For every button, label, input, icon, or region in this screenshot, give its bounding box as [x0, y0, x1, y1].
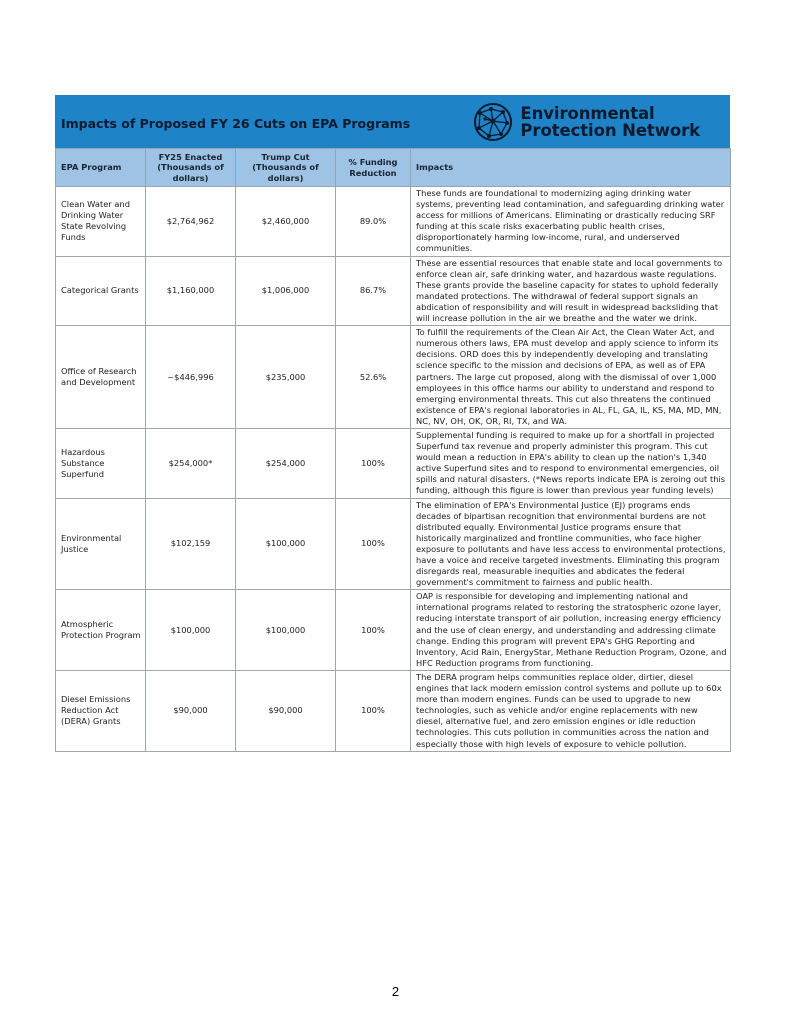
- fy25-value: $100,000: [146, 590, 236, 671]
- pct-value: 100%: [336, 428, 411, 498]
- document: [55, 95, 730, 752]
- pct-value: 100%: [336, 498, 411, 590]
- pct-value: 100%: [336, 590, 411, 671]
- impact-text: Supplemental funding is required to make up for a shortfall in projected Superfund tax revenue and properly administer this program. This cut would mean a reduction in EPA's ability to clean up the nation's 1,340 active Superfund sites and to respond to environmental emergencies, oil spills and natural disasters. (*News reports indicate EPA is zeroing out this funding, although this figure is lower than previous year funding levels): [411, 428, 731, 498]
- program-name: Office of Research and Development: [56, 326, 146, 429]
- fy25-value: $1,160,000: [146, 256, 236, 326]
- cut-value: $235,000: [236, 326, 336, 429]
- table-row: [56, 498, 731, 590]
- impact-text: These are essential resources that enable state and local governments to enforce clean air, safe drinking water, and hazardous waste regulations. These grants provide the baseline capacity for states to uphold federally mandated protections. The withdrawal of federal support signals an abdication of responsibility and will result in widespread backsliding that will increase pollution in the air we breathe and the water we drink.: [411, 256, 731, 326]
- program-name: Atmospheric Protection Program: [56, 590, 146, 671]
- epn-logo: [472, 101, 700, 143]
- cut-value: $1,006,000: [236, 256, 336, 326]
- table-row: [56, 326, 731, 429]
- table-row: [56, 428, 731, 498]
- pct-value: 52.6%: [336, 326, 411, 429]
- header-cut: Trump Cut (Thousands of dollars): [236, 149, 336, 187]
- cut-value: $100,000: [236, 590, 336, 671]
- header-fy25: FY25 Enacted (Thousands of dollars): [146, 149, 236, 187]
- impact-text: These funds are foundational to modernizing aging drinking water systems, preventing lead contamination, and safeguarding drinking water access for millions of Americans. Eliminating or drastically reducing SRF funding at this scale risks exacerbating public health crises, disproportionately harming low-income, rural, and underserved communities.: [411, 187, 731, 257]
- title-banner: [55, 95, 730, 148]
- program-name: Diesel Emissions Reduction Act (DERA) Grants: [56, 670, 146, 751]
- table-row: [56, 670, 731, 751]
- impact-text: The elimination of EPA's Environmental Justice (EJ) programs ends decades of bipartisan recognition that environmental burdens are not distributed equally. Environmental Justice programs ensure that historically marginalized and frontline communities, who face higher exposure to pollutants and have less access to environmental protections, have a voice and receive targeted investments. Eliminating this program disregards real, measurable inequities and abdicates the federal government's commitment to fairness and public health.: [411, 498, 731, 590]
- impact-text: OAP is responsible for developing and implementing national and international programs related to restoring the stratospheric ozone layer, reducing interstate transport of air pollution, increasing energy efficiency and the use of clean energy, and understanding and addressing climate change. Ending this program will prevent EPA's GHG Reporting and Inventory, Acid Rain, EnergyStar, Methane Reduction Program, Ozone, and HFC Reduction programs from functioning.: [411, 590, 731, 671]
- header-impacts: Impacts: [411, 149, 731, 187]
- logo-text: [520, 105, 700, 139]
- header-pct: % Funding Reduction: [336, 149, 411, 187]
- cut-value: $254,000: [236, 428, 336, 498]
- pct-value: 100%: [336, 670, 411, 751]
- program-name: Clean Water and Drinking Water State Revolving Funds: [56, 187, 146, 257]
- program-name: Environmental Justice: [56, 498, 146, 590]
- header-program: EPA Program: [56, 149, 146, 187]
- fy25-value: ~$446,996: [146, 326, 236, 429]
- cut-value: $90,000: [236, 670, 336, 751]
- banner-title: Impacts of Proposed FY 26 Cuts on EPA Programs: [61, 115, 411, 131]
- network-globe-icon: [472, 101, 514, 143]
- table-header-row: [56, 149, 731, 187]
- fy25-value: $90,000: [146, 670, 236, 751]
- table-row: [56, 187, 731, 257]
- logo-line-2: Protection Network: [520, 120, 700, 140]
- epa-cuts-table: [55, 148, 731, 752]
- impact-text: The DERA program helps communities replace older, dirtier, diesel engines that lack modern emission control systems and pollute up to 60x more than modern engines. Funds can be used to upgrade to new technologies, such as vehicle and/or engine replacements with new diesel, alternative fuel, and zero emission engines or idle reduction technologies. This cuts pollution in communities across the nation and especially those with high levels of exposure to vehicle pollution.: [411, 670, 731, 751]
- cut-value: $2,460,000: [236, 187, 336, 257]
- logo-line-1: Environmental: [520, 103, 655, 123]
- pct-value: 89.0%: [336, 187, 411, 257]
- page-number: 2: [391, 984, 400, 999]
- impact-text: To fulfill the requirements of the Clean Air Act, the Clean Water Act, and numerous others laws, EPA must develop and apply science to inform its decisions. ORD does this by independently developing and translating science specific to the mission and decisions of EPA, as well as of EPA partners. The large cut proposed, along with the dismissal of over 1,000 employees in this office harms our ability to understand and respond to emerging environmental threats. This cut also threatens the continued existence of EPA's regional laboratories in AL, FL, GA, IL, KS, MA, MD, MN, NC, NV, OH, OK, OR, RI, TX, and WA.: [411, 326, 731, 429]
- table-row: [56, 256, 731, 326]
- cut-value: $100,000: [236, 498, 336, 590]
- pct-value: 86.7%: [336, 256, 411, 326]
- fy25-value: $102,159: [146, 498, 236, 590]
- program-name: Categorical Grants: [56, 256, 146, 326]
- program-name: Hazardous Substance Superfund: [56, 428, 146, 498]
- table-row: [56, 590, 731, 671]
- fy25-value: $254,000*: [146, 428, 236, 498]
- fy25-value: $2,764,962: [146, 187, 236, 257]
